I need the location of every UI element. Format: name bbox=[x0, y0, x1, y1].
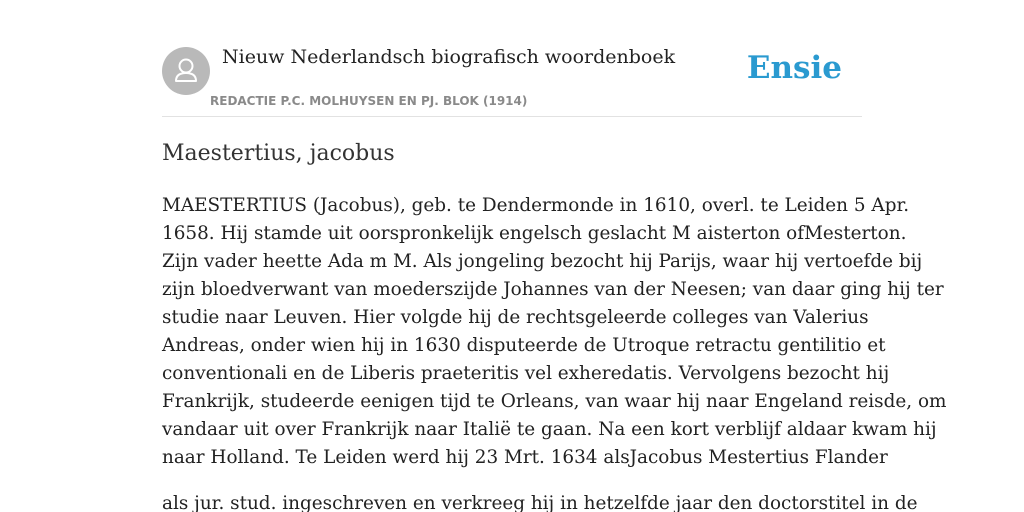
article-line: Andreas, onder wien hij in 1630 disputeerde de Utroque retractu gentilitio et bbox=[162, 335, 886, 356]
article-line: Frankrijk, studeerde eenigen tijd te Orleans, van waar hij naar Engeland reisde, om bbox=[162, 391, 947, 412]
article-line: conventionali en de Liberis praeteritis vel exheredatis. Vervolgens bezocht hij bbox=[162, 363, 890, 384]
article-line: zijn bloedverwant van moederszijde Johannes van der Neesen; van daar ging hij ter bbox=[162, 279, 944, 300]
source-editors: REDACTIE P.C. MOLHUYSEN EN PJ. BLOK (1914) bbox=[210, 94, 528, 108]
user-icon bbox=[162, 47, 210, 95]
article-line-next-paragraph: als jur. stud. ingeschreven en verkreeg hij in hetzelfde jaar den doctorstitel in de bbox=[162, 493, 918, 512]
article-line: 1658. Hij stamde uit oorspronkelijk engelsch geslacht M aisterton ofMesterton. bbox=[162, 223, 907, 244]
article-title: Maestertius, jacobus bbox=[162, 141, 395, 166]
source-header bbox=[162, 40, 862, 117]
site-logo[interactable]: Ensie bbox=[746, 50, 842, 86]
article-body bbox=[162, 192, 947, 512]
source-title[interactable]: Nieuw Nederlandsch biografisch woordenboek bbox=[222, 46, 676, 68]
article-line: Zijn vader heette Ada m M. Als jongeling bezocht hij Parijs, waar hij vertoefde bij bbox=[162, 251, 923, 272]
paragraph-gap bbox=[162, 472, 864, 490]
article-line: naar Holland. Te Leiden werd hij 23 Mrt. 1634 alsJacobus Mestertius Flander bbox=[162, 447, 888, 468]
article-line: studie naar Leuven. Hier volgde hij de rechtsgeleerde colleges van Valerius bbox=[162, 307, 869, 328]
article-line: MAESTERTIUS (Jacobus), geb. te Dendermonde in 1610, overl. te Leiden 5 Apr. bbox=[162, 195, 910, 216]
avatar[interactable] bbox=[162, 47, 210, 95]
article-line: vandaar uit over Frankrijk naar Italië te gaan. Na een kort verblijf aldaar kwam hij bbox=[162, 419, 937, 440]
